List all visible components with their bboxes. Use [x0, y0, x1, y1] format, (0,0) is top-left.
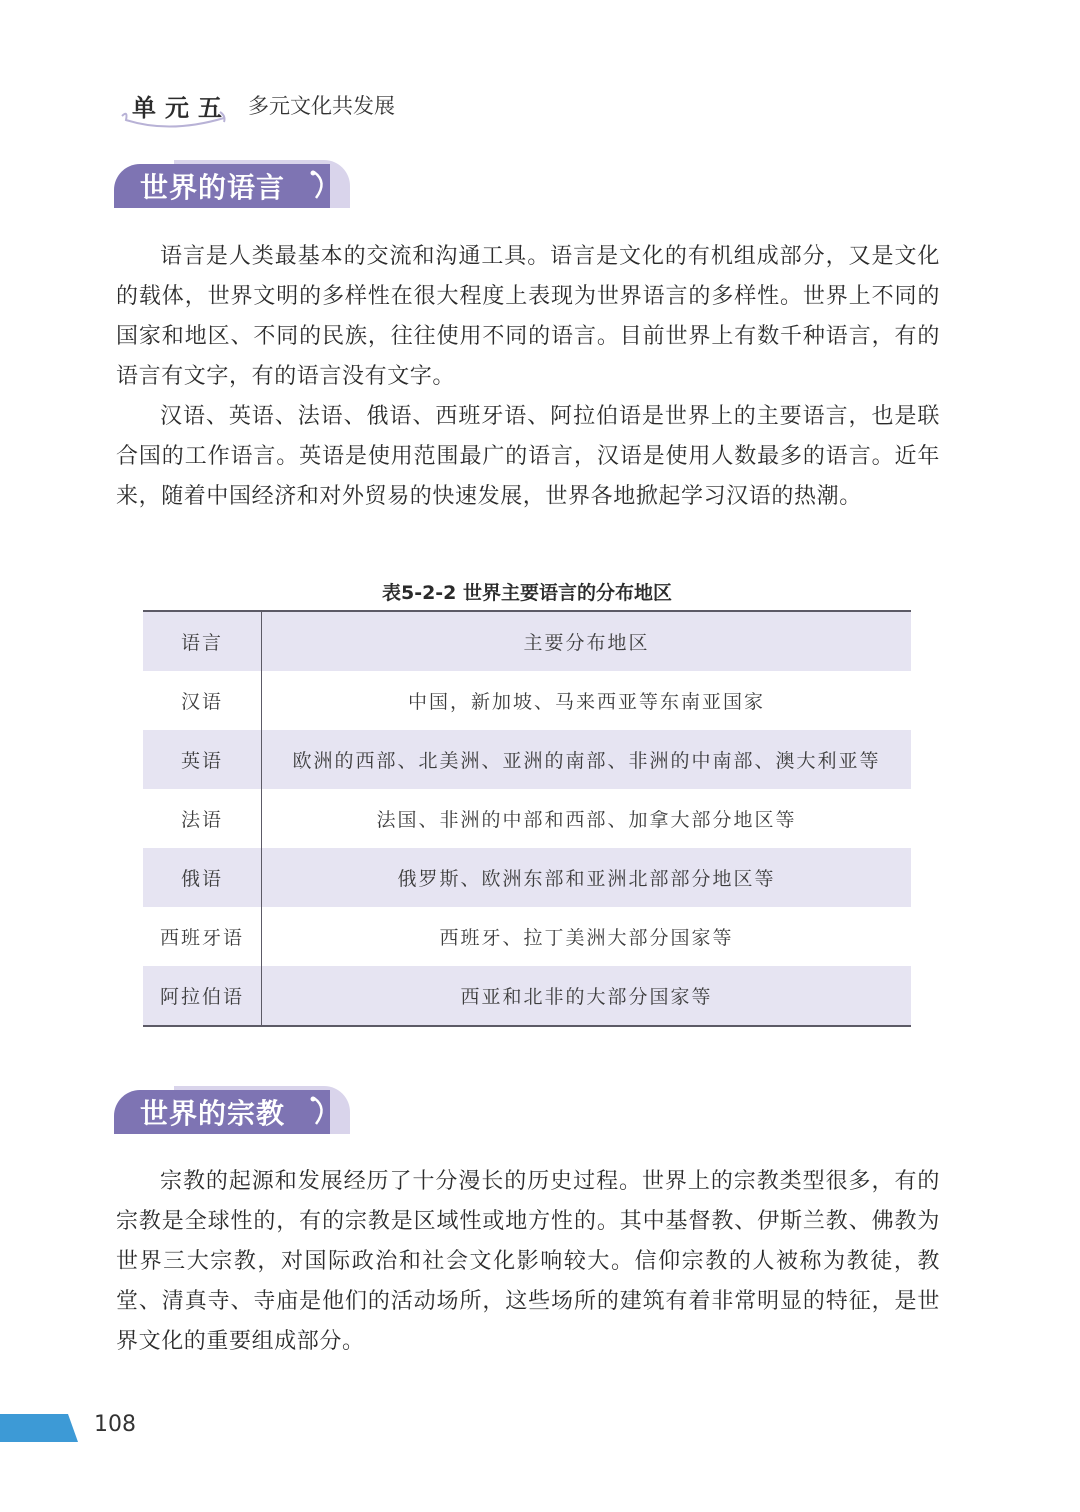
- table-caption: 表5-2-2 世界主要语言的分布地区: [381, 582, 673, 604]
- unit-title: 多元文化共发展: [248, 94, 395, 118]
- page-tab-decoration: [0, 1414, 80, 1442]
- table-row: [143, 848, 911, 907]
- language-body: [116, 237, 940, 517]
- language-distribution-table: [143, 610, 911, 1027]
- table-header-row: [143, 611, 911, 671]
- page-number: 108: [94, 1412, 136, 1437]
- table-cell-language: 西班牙语: [143, 907, 262, 966]
- table-cell-region: 法国、非洲的中部和西部、加拿大部分地区等: [376, 809, 797, 831]
- table-cell-region: 中国，新加坡、马来西亚等东南亚国家: [407, 691, 765, 713]
- table-cell-region: 欧洲的西部、北美洲、亚洲的南部、非洲的中南部、澳大利亚等: [292, 750, 881, 772]
- table-cell-language: 俄语: [143, 848, 262, 907]
- table-cell-region: 西班牙、拉丁美洲大部分国家等: [439, 927, 734, 949]
- section-banner-language: [114, 160, 350, 208]
- table-cell-language: 法语: [143, 789, 262, 848]
- table-header-cell: 语言: [143, 611, 262, 671]
- table-cell-language: 阿拉伯语: [143, 966, 262, 1026]
- section-title-language: 世界的语言: [140, 171, 286, 204]
- unit-swoosh-decoration: [120, 108, 230, 134]
- section-title-religion: 世界的宗教: [140, 1097, 286, 1130]
- table-row: [143, 907, 911, 966]
- table-header-cell: 主要分布地区: [523, 632, 650, 654]
- religion-body: [116, 1162, 940, 1362]
- table-row: [143, 730, 911, 789]
- table-row: [143, 789, 911, 848]
- table-cell-region: 西亚和北非的大部分国家等: [460, 986, 713, 1008]
- banner-arc-icon: [310, 1096, 334, 1126]
- section-banner-religion: [114, 1086, 350, 1134]
- table-cell-language: 汉语: [143, 671, 262, 730]
- unit-label: 单元五: [132, 94, 231, 122]
- paragraph: 宗教的起源和发展经历了十分漫长的历史过程。世界上的宗教类型很多，有的宗教是全球性的，有的宗教是区域性或地方性的。其中基督教、伊斯兰教、佛教为世界三大宗教，对国际政治和社会文化影响较大。信仰宗教的人被称为教徒，教堂、清真寺、寺庙是他们的活动场所，这些场所的建筑有着非常明显的特征，是世界文化的重要组成部分。: [116, 1169, 940, 1354]
- unit-header: [120, 86, 440, 136]
- table-cell-region: 俄罗斯、欧洲东部和亚洲北部部分地区等: [397, 868, 776, 890]
- paragraph: 汉语、英语、法语、俄语、西班牙语、阿拉伯语是世界上的主要语言，也是联合国的工作语言。英语是使用范围最广的语言，汉语是使用人数最多的语言。近年来，随着中国经济和对外贸易的快速发展，世界各地掀起学习汉语的热潮。: [116, 404, 940, 509]
- table-row: [143, 671, 911, 730]
- banner-arc-icon: [310, 170, 334, 200]
- paragraph: 语言是人类最基本的交流和沟通工具。语言是文化的有机组成部分，又是文化的载体，世界文明的多样性在很大程度上表现为世界语言的多样性。世界上不同的国家和地区、不同的民族，往往使用不同的语言。目前世界上有数千种语言，有的语言有文字，有的语言没有文字。: [116, 244, 940, 389]
- table-cell-language: 英语: [143, 730, 262, 789]
- table-row: [143, 966, 911, 1026]
